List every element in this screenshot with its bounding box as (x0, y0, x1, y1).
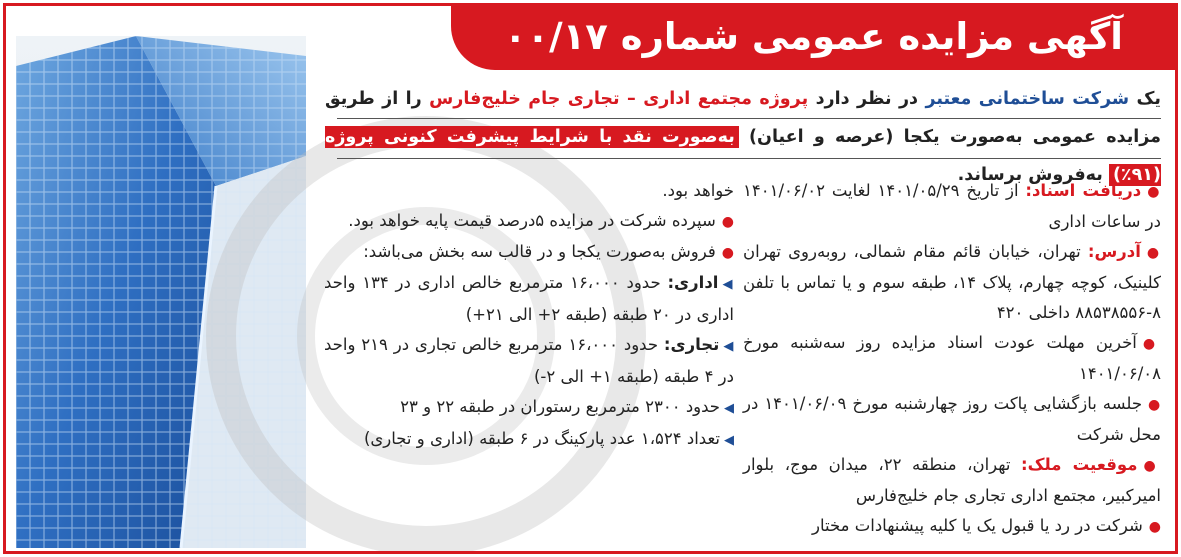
sub-item: ◀اداری: حدود ۱۶،۰۰۰ مترمربع خالص اداری در ۱۳۴ واحد اداری در ۲۰ طبقه (طبقه ۲+ الی ۲۱+) (324, 273, 734, 324)
arrow-left-icon: ◀ (724, 401, 734, 416)
sub-item: ◀تجاری: حدود ۱۶،۰۰۰ مترمربع خالص تجاری در ۲۱۹ واحد در ۴ طبقه (طبقه ۱+ الی ۲-) (324, 335, 734, 386)
arrow-left-icon: ◀ (723, 339, 734, 354)
sub-item: ◀حدود ۲۳۰۰ مترمربع رستوران در طبقه ۲۲ و ۲۳ (400, 397, 734, 416)
sub-item: ◀تعداد ۱،۵۲۴ عدد پارکینگ در ۶ طبقه (اداری و تجاری) (363, 429, 734, 448)
bullet-dot-icon: ● (1147, 184, 1161, 200)
page-title: آگهی مزایده عمومی شماره ۰۰/۱۷ (503, 14, 1123, 58)
bullet-dot-icon: ● (1142, 336, 1161, 352)
list-item-continued: خواهد بود. (662, 181, 734, 200)
bullet-dot-icon: ● (721, 214, 734, 230)
bullet-dot-icon: ● (721, 245, 734, 261)
list-item: ●آخرین مهلت عودت اسناد مزایده روز سه‌شنبه مورخ ۱۴۰۱/۰۶/۰۸ (743, 333, 1161, 383)
list-item: ●سپرده شرکت در مزایده ۵درصد قیمت پایه خواهد بود. (348, 211, 734, 230)
intro-text-1: یک (1129, 89, 1161, 109)
intro-text-2: در نظر دارد (808, 89, 926, 109)
intro-text-3: را از طریق مزایده عمومی به‌صورت یکجا (عرصه و اعیان) (325, 89, 1161, 147)
intro-divider-bottom (337, 158, 1161, 159)
intro-text-4: به‌فروش برساند. (957, 165, 1109, 185)
left-column (324, 176, 734, 456)
bullet-dot-icon: ● (1148, 519, 1161, 535)
title-banner (451, 3, 1176, 70)
list-item: ●آدرس: تهران، خیابان قائم مقام شمالی، روبه‌روی تهران کلینیک، کوچه چهارم، پلاک ۱۴، طبقه سوم و یا تماس با تلفن ۸-۸۸۵۳۸۵۵۶ داخلی ۴۲۰ (743, 242, 1161, 322)
list-item: ●فروش به‌صورت یکجا و در قالب سه بخش می‌باشد: (363, 242, 734, 261)
bullet-dot-icon: ● (1143, 458, 1161, 474)
list-item: ●دریافت اسناد: از تاریخ ۱۴۰۱/۰۵/۲۹ لغایت ۱۴۰۱/۰۶/۰۲ در ساعات اداری (743, 181, 1161, 231)
list-item: ●شرکت در رد یا قبول یک یا کلیه پیشنهادات مختار (812, 516, 1161, 535)
bullet-dot-icon: ● (1148, 397, 1162, 413)
ad-frame (3, 3, 1178, 554)
intro-divider-top (337, 118, 1161, 119)
intro-company: شرکت ساختمانی معتبر (925, 89, 1130, 109)
arrow-left-icon: ◀ (722, 277, 734, 292)
intro-highlight: به‌صورت نقد با شرایط پیشرفت کنونی پروژه (۹۱٪) (325, 127, 1161, 185)
arrow-left-icon: ◀ (724, 433, 734, 448)
intro-project: پروژه مجتمع اداری – تجاری جام خلیج‌فارس (429, 89, 809, 109)
building-photo (16, 36, 306, 548)
bullet-dot-icon: ● (1146, 245, 1161, 261)
right-column (743, 176, 1161, 542)
list-item: ●جلسه بازگشایی پاکت روز چهارشنبه مورخ ۱۴۰۱/۰۶/۰۹ در محل شرکت (743, 394, 1162, 444)
list-item: ●موقعیت ملک: تهران، منطقه ۲۲، میدان موج، بلوار امیرکبیر، مجتمع اداری تجاری جام خلیج‌فارس (743, 455, 1161, 505)
